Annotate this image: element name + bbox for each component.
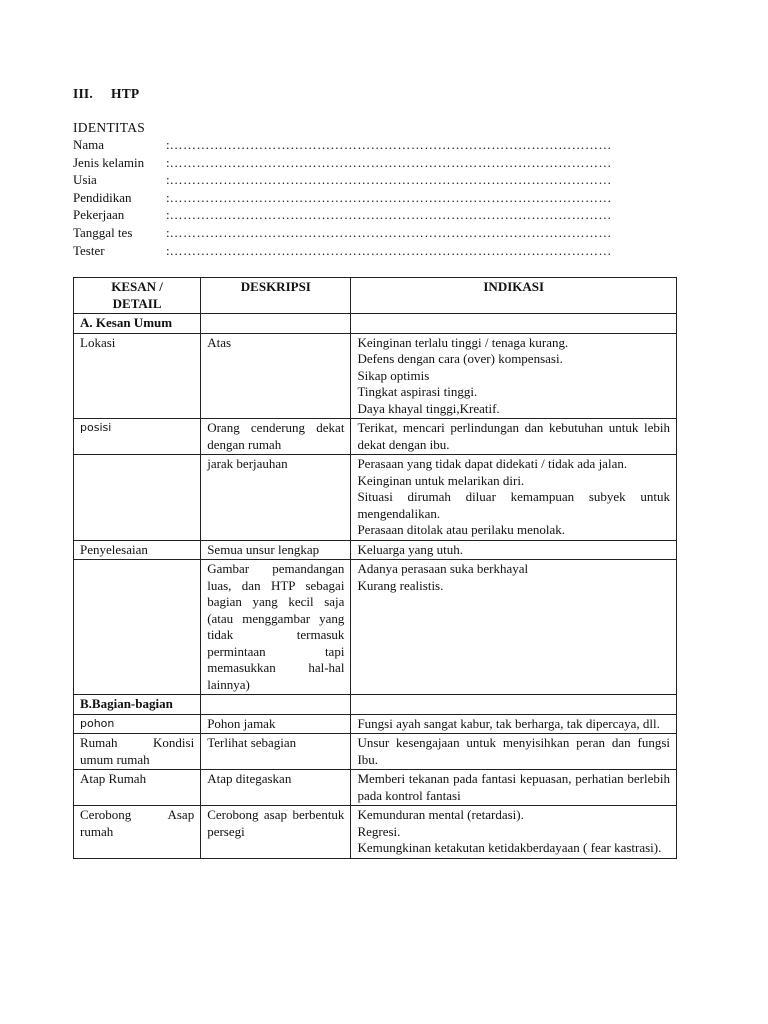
identity-fill-line: ……………………………………………………………………………………… (169, 242, 612, 258)
section-b-empty (201, 695, 351, 715)
cell-indikasi (351, 806, 677, 859)
cell-detail: posisi (74, 419, 201, 455)
identity-fill-line: ……………………………………………………………………………………… (169, 224, 612, 240)
cell-detail (74, 560, 201, 695)
indikasi-line: Defens dengan cara (over) kompensasi. (357, 351, 563, 366)
table-row (74, 560, 677, 695)
identity-fill-line: ……………………………………………………………………………………… (169, 172, 612, 188)
section-a-label: A. Kesan Umum (74, 314, 201, 334)
cell-deskripsi: Semua unsur lengkap (201, 540, 351, 560)
cell-deskripsi: Pohon jamak (201, 714, 351, 734)
section-title (73, 86, 139, 102)
identity-label: Tanggal tes (73, 224, 133, 240)
identity-colon: : (166, 154, 170, 170)
table-row (74, 419, 677, 455)
cell-detail (74, 455, 201, 541)
identity-fill-line: ……………………………………………………………………………………… (169, 137, 612, 152)
identity-row (73, 189, 683, 207)
cell-deskripsi: Atap ditegaskan (201, 770, 351, 806)
table-header-row (74, 278, 677, 314)
indikasi-line: Terikat, mencari perlindungan dan kebutuhan untuk lebih dekat dengan ibu. (357, 420, 670, 452)
section-number: III. (73, 86, 93, 101)
identity-fill-line: ……………………………………………………………………………………… (169, 207, 612, 223)
indikasi-line: Kemunduran mental (retardasi). (357, 807, 524, 822)
identity-row (73, 154, 683, 172)
table-row (74, 540, 677, 560)
section-heading: HTP (111, 86, 140, 101)
identity-row (73, 206, 683, 224)
indikasi-line: Sikap optimis (357, 367, 430, 383)
cell-detail: Lokasi (74, 333, 201, 419)
cell-detail: Cerobong Asap rumah (74, 806, 201, 859)
cell-deskripsi: jarak berjauhan (201, 455, 351, 541)
identity-label: Tester (73, 242, 105, 258)
section-a-empty (201, 314, 351, 334)
indikasi-line: Keinginan untuk melarikan diri. (357, 472, 525, 488)
indikasi-line: Unsur kesengajaan untuk menyisihkan peran dan fungsi Ibu. (357, 735, 670, 767)
table-row (74, 770, 677, 806)
table-row (74, 734, 677, 770)
identity-label: Jenis kelamin (73, 154, 145, 170)
section-row-a (74, 314, 677, 334)
identity-colon: : (166, 172, 170, 188)
indikasi-line: Adanya perasaan suka berkhayal (357, 561, 529, 576)
table-row (74, 806, 677, 859)
cell-indikasi (351, 455, 677, 541)
table-row (74, 714, 677, 734)
cell-indikasi (351, 540, 677, 560)
indikasi-line: Tingkat aspirasi tinggi. (357, 384, 478, 399)
identity-heading: IDENTITAS (73, 120, 146, 135)
identity-colon: : (166, 242, 170, 258)
indikasi-line: Fungsi ayah sangat kabur, tak berharga, tak dipercaya, dll. (357, 715, 660, 731)
identity-label: Usia (73, 172, 97, 188)
cell-indikasi (351, 333, 677, 419)
indikasi-line: Kurang realistis. (357, 577, 444, 593)
indikasi-line: Regresi. (357, 823, 401, 839)
cell-detail: Penyelesaian (74, 540, 201, 560)
indikasi-line: Perasaan ditolak atau perilaku menolak. (357, 522, 565, 537)
section-b-empty (351, 695, 677, 715)
section-row-b (74, 695, 677, 715)
identity-fields (73, 136, 683, 259)
header-detail: KESAN / DETAIL (74, 278, 201, 314)
indikasi-line: Kemungkinan ketakutan ketidakberdayaan ( fear kastrasi). (357, 840, 662, 855)
identity-colon: : (166, 137, 170, 152)
htp-table (73, 277, 677, 859)
cell-deskripsi: Orang cenderung dekat dengan rumah (201, 419, 351, 455)
cell-detail: Atap Rumah (74, 770, 201, 806)
identity-label: Nama (73, 137, 105, 152)
indikasi-line: Keluarga yang utuh. (357, 541, 463, 557)
section-b-label: B.Bagian-bagian (74, 695, 201, 715)
table-row (74, 333, 677, 419)
header-deskripsi: DESKRIPSI (201, 278, 351, 314)
cell-detail: Rumah Kondisi umum rumah (74, 734, 201, 770)
header-indikasi: INDIKASI (351, 278, 677, 314)
identity-fill-line: ……………………………………………………………………………………… (169, 189, 612, 205)
indikasi-line: Situasi dirumah diluar kemampuan subyek untuk mengendalikan. (357, 489, 670, 521)
cell-detail: pohon (74, 714, 201, 734)
identity-fill-line: ……………………………………………………………………………………… (169, 154, 612, 170)
identity-label: Pekerjaan (73, 207, 125, 223)
identity-colon: : (166, 189, 170, 205)
section-a-empty (351, 314, 677, 334)
indikasi-line: Memberi tekanan pada fantasi kepuasan, perhatian berlebih pada kontrol fantasi (357, 771, 670, 803)
indikasi-line: Daya khayal tinggi,Kreatif. (357, 400, 500, 416)
cell-deskripsi: Gambar pemandangan luas, dan HTP sebagai bagian yang kecil saja (atau menggambar yang tidak termasuk permintaan tapi memasukkan hal-hal lainnya) (201, 560, 351, 695)
indikasi-line: Perasaan yang tidak dapat didekati / tidak ada jalan. (357, 456, 628, 471)
identity-colon: : (166, 224, 170, 240)
identity-row (73, 136, 683, 154)
identity-row (73, 224, 683, 242)
identity-block (73, 119, 683, 259)
cell-deskripsi: Terlihat sebagian (201, 734, 351, 770)
cell-indikasi (351, 419, 677, 455)
cell-deskripsi: Atas (201, 333, 351, 419)
identity-row (73, 171, 683, 189)
cell-indikasi (351, 770, 677, 806)
cell-deskripsi: Cerobong asap berbentuk persegi (201, 806, 351, 859)
cell-indikasi (351, 734, 677, 770)
cell-indikasi (351, 560, 677, 695)
identity-label: Pendidikan (73, 189, 132, 205)
identity-colon: : (166, 207, 170, 223)
table-row (74, 455, 677, 541)
cell-indikasi (351, 714, 677, 734)
identity-row (73, 242, 683, 260)
indikasi-line: Keinginan terlalu tinggi / tenaga kurang. (357, 334, 569, 350)
